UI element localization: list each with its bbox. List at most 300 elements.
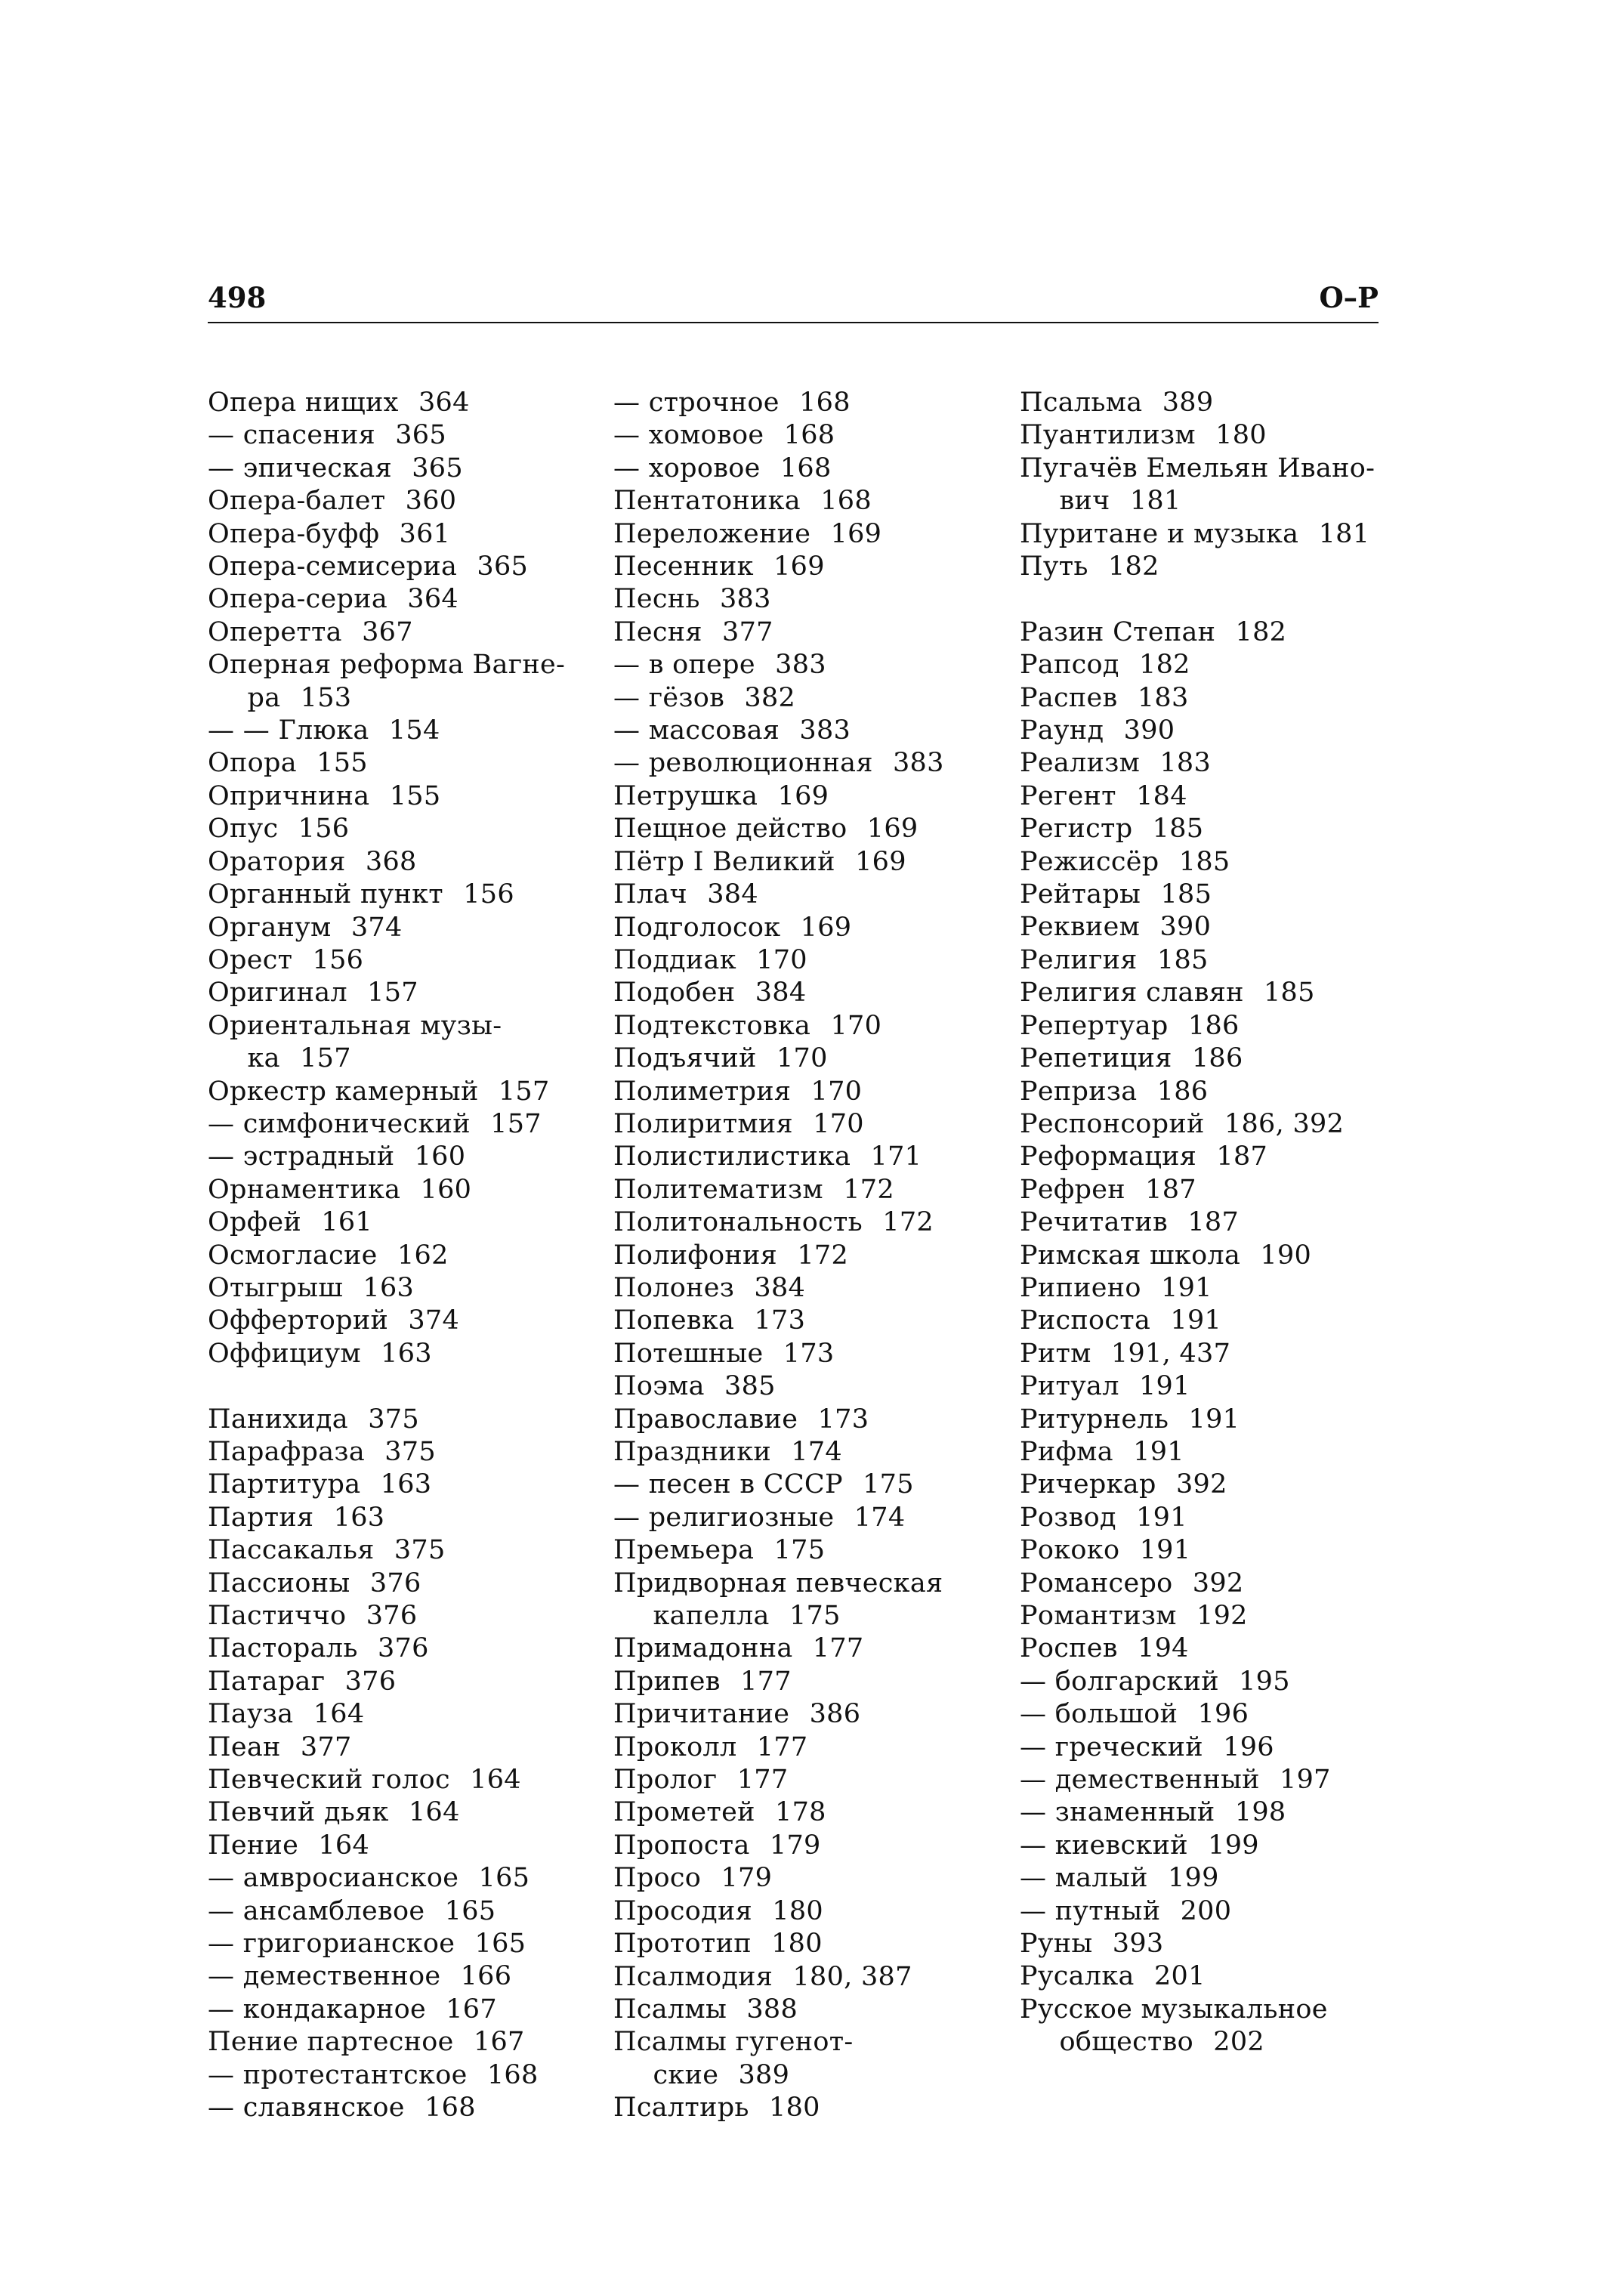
entry-page-ref: 190 [1260, 1240, 1312, 1271]
index-entry [613, 616, 991, 649]
entry-page-ref: 175 [863, 1469, 914, 1500]
entry-page-ref: 191 [1139, 1535, 1191, 1566]
entry-page-ref: 383 [799, 715, 851, 746]
entry-term: — демественное [208, 1961, 441, 1992]
entry-page-ref: 157 [367, 978, 418, 1009]
index-entry [1020, 944, 1397, 977]
index-entry [208, 1240, 585, 1272]
entry-term: Опера-семисериа [208, 551, 458, 582]
entry-term: Оффициум [208, 1338, 361, 1369]
entry-term: Орнаментика [208, 1174, 401, 1205]
entry-term: Религия [1020, 944, 1138, 975]
entry-page-ref: 197 [1280, 1765, 1331, 1796]
entry-page-ref: 162 [397, 1240, 449, 1271]
entry-term: Опера-балет [208, 486, 386, 517]
index-entry [613, 1568, 991, 1600]
entry-term: — эстрадный [208, 1141, 395, 1172]
index-entry [208, 387, 585, 419]
entry-term: — путный [1020, 1895, 1161, 1926]
entry-term: Прототип [613, 1929, 752, 1960]
index-entry [613, 485, 991, 517]
index-entry [1020, 419, 1397, 452]
entry-page-ref: 376 [377, 1633, 429, 1664]
entry-page-ref: 169 [830, 518, 882, 549]
index-entry [208, 1174, 585, 1206]
entry-page-ref: 376 [366, 1601, 418, 1632]
entry-term: — — Глюка [208, 715, 369, 746]
entry-page-ref: 377 [300, 1731, 352, 1762]
entry-term: Певческий голос [208, 1765, 450, 1796]
entry-term: Органный пункт [208, 879, 443, 910]
entry-term: Офферторий [208, 1305, 389, 1336]
entry-term: Пение партесное [208, 2027, 454, 2058]
entry-page-ref: 186 [1156, 1076, 1209, 1107]
index-entry [208, 1141, 585, 1173]
entry-term: Ритурнель [1020, 1404, 1169, 1435]
entry-page-ref: 173 [754, 1305, 806, 1336]
entry-term: Пропоста [613, 1830, 750, 1861]
index-entry [1020, 1895, 1397, 1928]
entry-term: Осмогласие [208, 1240, 378, 1271]
entry-page-ref: 182 [1107, 551, 1159, 582]
section-gap [208, 1370, 585, 1403]
entry-term: Примадонна [613, 1633, 793, 1664]
index-entry [1020, 1370, 1397, 1403]
entry-term: Псалтирь [613, 2093, 749, 2124]
index-entry [208, 485, 585, 517]
entry-term: Полиритмия [613, 1108, 793, 1139]
entry-page-ref: 191 [1133, 1436, 1184, 1467]
entry-term: Патараг [208, 1666, 326, 1697]
entry-page-ref: 166 [460, 1961, 512, 1992]
entry-term: Пещное действо [613, 814, 848, 845]
entry-term: Опера-буфф [208, 518, 380, 549]
index-entry [613, 1895, 991, 1928]
entry-page-ref: 165 [444, 1895, 496, 1926]
entry-term: Русалка [1020, 1961, 1135, 1992]
entry-page-ref: 185 [1152, 814, 1204, 845]
entry-term: Партитура [208, 1469, 361, 1500]
entry-page-ref: 192 [1196, 1601, 1248, 1632]
index-entry [208, 1632, 585, 1665]
index-entry [613, 1600, 991, 1632]
index-entry [613, 944, 991, 977]
index-entry [208, 944, 585, 977]
index-entry [208, 649, 585, 681]
index-entry [1020, 1632, 1397, 1665]
entry-term: Рефрен [1020, 1174, 1125, 1205]
entry-term: Оркестр камерный [208, 1076, 479, 1107]
entry-page-ref: 180 [772, 1895, 823, 1926]
index-entry [613, 2059, 991, 2092]
index-entry [1020, 649, 1397, 681]
entry-page-ref: 179 [721, 1863, 773, 1894]
entry-page-ref: 168 [780, 453, 832, 483]
index-entry [613, 1502, 991, 1534]
section-gap [1020, 583, 1397, 616]
entry-term: — хомовое [613, 420, 764, 451]
entry-page-ref: 156 [298, 814, 350, 845]
entry-page-ref: 164 [408, 1797, 460, 1828]
index-entry [1020, 1666, 1397, 1698]
entry-page-ref: 155 [389, 780, 441, 811]
entry-term: Пеан [208, 1731, 281, 1762]
entry-term: Песенник [613, 551, 754, 582]
entry-page-ref: 185 [1263, 978, 1315, 1009]
entry-page-ref: 180 [771, 1929, 823, 1960]
entry-page-ref: 163 [363, 1272, 415, 1303]
entry-term: Православие [613, 1404, 798, 1435]
index-entry [613, 419, 991, 452]
index-entry [208, 1928, 585, 1960]
index-entry [1020, 879, 1397, 911]
entry-page-ref: 174 [854, 1502, 906, 1533]
entry-term: Переложение [613, 518, 811, 549]
index-entry [613, 977, 991, 1009]
index-entry [208, 1305, 585, 1337]
index-entry [208, 1568, 585, 1600]
entry-page-ref: 161 [321, 1207, 373, 1238]
entry-page-ref: 170 [830, 1010, 882, 1041]
index-column-3 [1020, 387, 1397, 2059]
entry-term: Распев [1020, 682, 1118, 713]
index-entry [613, 1928, 991, 1960]
entry-term: Псалмодия [613, 1961, 773, 1992]
entry-page-ref: 386 [809, 1699, 861, 1730]
entry-page-ref: 174 [791, 1437, 842, 1467]
index-entry [613, 1042, 991, 1075]
entry-page-ref: 168 [486, 2059, 539, 2090]
entry-term: Рифма [1020, 1436, 1113, 1467]
index-entry [208, 1764, 585, 1796]
entry-page-ref: 191 [1136, 1502, 1187, 1533]
entry-page-ref: 170 [813, 1108, 864, 1139]
entry-term: Партия [208, 1502, 314, 1533]
entry-term: Оперетта [208, 616, 342, 647]
entry-page-ref: 163 [381, 1338, 432, 1369]
entry-page-ref: 185 [1178, 846, 1230, 877]
entry-term: Псальма [1020, 388, 1143, 418]
entry-term: Праздники [613, 1437, 771, 1467]
entry-page-ref: 177 [812, 1633, 864, 1664]
entry-term: Реквием [1020, 912, 1141, 943]
entry-term: Раунд [1020, 715, 1104, 746]
entry-page-ref: 170 [810, 1076, 863, 1107]
entry-term: Панихида [208, 1404, 348, 1435]
entry-term: Прометей [613, 1797, 755, 1828]
entry-term: Просо [613, 1863, 702, 1894]
entry-term: Оратория [208, 846, 346, 877]
entry-term: Песня [613, 616, 702, 647]
index-entry [613, 1830, 991, 1862]
entry-page-ref: 181 [1318, 518, 1370, 549]
index-entry [208, 879, 585, 911]
entry-page-ref: 364 [418, 388, 470, 418]
entry-term: Псалмы [613, 1994, 727, 2025]
index-entry [613, 1370, 991, 1403]
entry-term: Респонсорий [1020, 1108, 1205, 1139]
index-entry [208, 1436, 585, 1469]
index-entry [613, 1272, 991, 1305]
index-entry [613, 1338, 991, 1370]
index-entry [613, 1698, 991, 1731]
entry-page-ref: 364 [407, 584, 459, 615]
entry-term: Романсеро [1020, 1568, 1173, 1598]
entry-term: Проколл [613, 1731, 737, 1762]
entry-page-ref: 157 [490, 1108, 542, 1139]
entry-term: — симфонический [208, 1108, 471, 1139]
entry-page-ref: 360 [405, 486, 457, 517]
entry-page-ref: 194 [1138, 1633, 1189, 1664]
entry-term: Подголосок [613, 912, 781, 943]
entry-term: Плач [613, 879, 687, 910]
entry-page-ref: 164 [470, 1765, 521, 1796]
entry-page-ref: 186 [1187, 1010, 1240, 1041]
index-entry [1020, 1240, 1397, 1272]
index-entry [613, 2092, 991, 2124]
entry-page-ref: 383 [775, 650, 826, 681]
index-entry [613, 1076, 991, 1108]
index-entry [1020, 682, 1397, 715]
entry-term: Религия славян [1020, 978, 1244, 1009]
index-entry [1020, 1600, 1397, 1632]
index-entry [208, 1404, 585, 1436]
entry-term: Пуритане и музыка [1020, 518, 1299, 549]
index-entry [1020, 485, 1397, 517]
index-entry [208, 616, 585, 649]
entry-page-ref: 187 [1187, 1207, 1240, 1238]
entry-page-ref: 172 [882, 1207, 934, 1238]
index-entry [208, 1960, 585, 1993]
index-entry [208, 1272, 585, 1305]
index-entry [613, 1632, 991, 1665]
entry-term: Просодия [613, 1895, 753, 1926]
entry-page-ref: 172 [843, 1174, 894, 1205]
index-entry [1020, 1764, 1397, 1796]
entry-term: Песнь [613, 584, 700, 615]
entry-page-ref: 169 [777, 780, 829, 811]
entry-term: Романтизм [1020, 1601, 1177, 1632]
index-entry [208, 518, 585, 551]
entry-term: Ритуал [1020, 1371, 1119, 1402]
entry-term: Придворная певческая [613, 1568, 943, 1598]
entry-page-ref: 167 [446, 1994, 497, 2025]
entry-page-ref: 389 [1162, 388, 1214, 418]
entry-page-ref: 181 [1129, 486, 1181, 517]
index-entry [1020, 1731, 1397, 1764]
index-entry [208, 1698, 585, 1731]
entry-page-ref: 157 [300, 1043, 351, 1074]
entry-page-ref: 167 [473, 2027, 525, 2058]
entry-page-ref: 374 [408, 1305, 460, 1336]
entry-term: Репетиция [1020, 1043, 1172, 1074]
index-entry [208, 583, 585, 616]
entry-term: Органум [208, 912, 332, 943]
index-entry [1020, 518, 1397, 551]
entry-page-ref: 367 [362, 616, 413, 647]
index-entry [208, 780, 585, 813]
entry-page-ref: 153 [300, 682, 352, 713]
index-entry [208, 1206, 585, 1239]
index-entry [1020, 977, 1397, 1009]
entry-term: Пастиччо [208, 1601, 347, 1632]
entry-term: — славянское [208, 2093, 405, 2124]
index-entry [613, 1240, 991, 1272]
index-entry [208, 1534, 585, 1567]
index-entry [1020, 813, 1397, 845]
entry-page-ref: 164 [318, 1830, 370, 1861]
index-entry [208, 1338, 585, 1370]
entry-term: Пуантилизм [1020, 420, 1196, 451]
index-entry [1020, 1404, 1397, 1436]
entry-page-ref: 160 [414, 1141, 466, 1172]
entry-page-ref: 183 [1159, 748, 1212, 779]
entry-term: Потешные [613, 1338, 764, 1369]
entry-term: Псалмы гугенот- [613, 2027, 854, 2058]
entry-term: Полифония [613, 1240, 778, 1271]
index-entry [208, 1666, 585, 1698]
entry-term: Полиметрия [613, 1076, 792, 1107]
entry-page-ref: 365 [412, 453, 463, 483]
index-entry [613, 846, 991, 879]
index-entry [1020, 1469, 1397, 1501]
index-entry [208, 1600, 585, 1632]
entry-term: Пётр I Великий [613, 846, 835, 877]
index-entry [208, 846, 585, 879]
entry-term: — в опере [613, 650, 755, 681]
entry-term: Полистилистика [613, 1141, 851, 1172]
entry-page-ref: 169 [866, 814, 919, 845]
entry-page-ref: 195 [1239, 1666, 1290, 1697]
index-entry [613, 1994, 991, 2026]
entry-page-ref: 384 [755, 978, 807, 1009]
index-column-1 [208, 387, 585, 2125]
entry-page-ref: 165 [478, 1863, 530, 1894]
entry-page-ref: 173 [817, 1404, 869, 1435]
entry-page-ref: 177 [736, 1765, 789, 1796]
index-entry [613, 387, 991, 419]
entry-page-ref: 185 [1160, 879, 1212, 910]
index-entry [613, 1174, 991, 1206]
entry-term: — хоровое [613, 453, 761, 483]
index-entry [208, 813, 585, 845]
entry-page-ref: 368 [365, 846, 417, 877]
entry-page-ref: 169 [855, 846, 906, 877]
entry-page-ref: 375 [394, 1535, 446, 1566]
index-entry [613, 453, 991, 485]
entry-page-ref: 191 [1138, 1371, 1190, 1402]
entry-page-ref: 177 [756, 1731, 808, 1762]
index-entry [1020, 1994, 1397, 2026]
index-entry [613, 747, 991, 780]
index-entry [613, 1010, 991, 1042]
entry-term: вич [1059, 486, 1110, 517]
entry-term: Реализм [1020, 748, 1141, 779]
index-entry [1020, 1436, 1397, 1469]
index-entry [613, 813, 991, 845]
entry-term: — григорианское [208, 1929, 455, 1960]
index-entry [1020, 1108, 1397, 1141]
index-entry [1020, 2026, 1397, 2059]
entry-page-ref: 168 [820, 486, 872, 517]
entry-page-ref: 202 [1213, 2027, 1265, 2058]
index-entry [613, 583, 991, 616]
entry-term: Отыгрыш [208, 1272, 344, 1303]
index-entry [1020, 1796, 1397, 1829]
entry-page-ref: 170 [756, 944, 807, 975]
entry-term: — амвросианское [208, 1863, 459, 1894]
index-entry [613, 1469, 991, 1501]
entry-term: Опус [208, 814, 279, 845]
index-entry [1020, 1928, 1397, 1960]
entry-term: Пугачёв Емельян Ивано- [1020, 453, 1375, 483]
entry-term: — знаменный [1020, 1797, 1215, 1828]
index-entry [1020, 387, 1397, 419]
entry-page-ref: 155 [316, 748, 368, 779]
entry-term: Полонез [613, 1272, 735, 1303]
index-entry [613, 682, 991, 715]
entry-page-ref: 168 [783, 420, 835, 451]
index-entry [208, 419, 585, 452]
entry-page-ref: 390 [1123, 715, 1175, 746]
index-entry [1020, 1305, 1397, 1337]
entry-page-ref: 186, 392 [1224, 1108, 1345, 1139]
entry-term: Регент [1020, 780, 1116, 811]
entry-term: Припев [613, 1666, 721, 1697]
entry-page-ref: 163 [333, 1502, 385, 1533]
entry-term: Ориентальная музы- [208, 1010, 502, 1041]
entry-term: Подобен [613, 978, 736, 1009]
index-entry [208, 1862, 585, 1895]
entry-page-ref: 156 [463, 879, 514, 910]
index-entry [208, 1010, 585, 1042]
entry-page-ref: 175 [789, 1601, 841, 1632]
index-entry [613, 1141, 991, 1173]
entry-page-ref: 384 [754, 1272, 806, 1303]
index-entry [613, 1206, 991, 1239]
entry-term: — религиозные [613, 1502, 835, 1533]
entry-term: ские [653, 2059, 719, 2090]
entry-page-ref: 392 [1175, 1469, 1227, 1500]
entry-term: Пентатоника [613, 486, 801, 517]
index-entry [613, 1764, 991, 1796]
index-entry [1020, 1174, 1397, 1206]
entry-term: — большой [1020, 1699, 1178, 1730]
entry-page-ref: 177 [740, 1666, 792, 1697]
entry-term: Оригинал [208, 978, 347, 1009]
entry-page-ref: 377 [722, 616, 773, 647]
index-entry [208, 453, 585, 485]
entry-term: общество [1059, 2027, 1194, 2058]
index-entry [613, 715, 991, 747]
entry-page-ref: 169 [773, 551, 825, 582]
entry-page-ref: 156 [312, 944, 364, 975]
entry-page-ref: 376 [344, 1666, 397, 1697]
entry-term: Ритм [1020, 1338, 1091, 1369]
index-entry [1020, 780, 1397, 813]
entry-term: Рококо [1020, 1535, 1120, 1566]
index-entry [1020, 747, 1397, 780]
entry-term: — гёзов [613, 682, 725, 713]
index-entry [613, 1666, 991, 1698]
entry-page-ref: 199 [1208, 1830, 1259, 1861]
index-entry [208, 1994, 585, 2026]
index-entry [613, 1796, 991, 1829]
entry-term: Петрушка [613, 780, 758, 811]
entry-page-ref: 187 [1216, 1141, 1268, 1172]
entry-term: Пролог [613, 1765, 718, 1796]
entry-term: Репертуар [1020, 1010, 1169, 1041]
